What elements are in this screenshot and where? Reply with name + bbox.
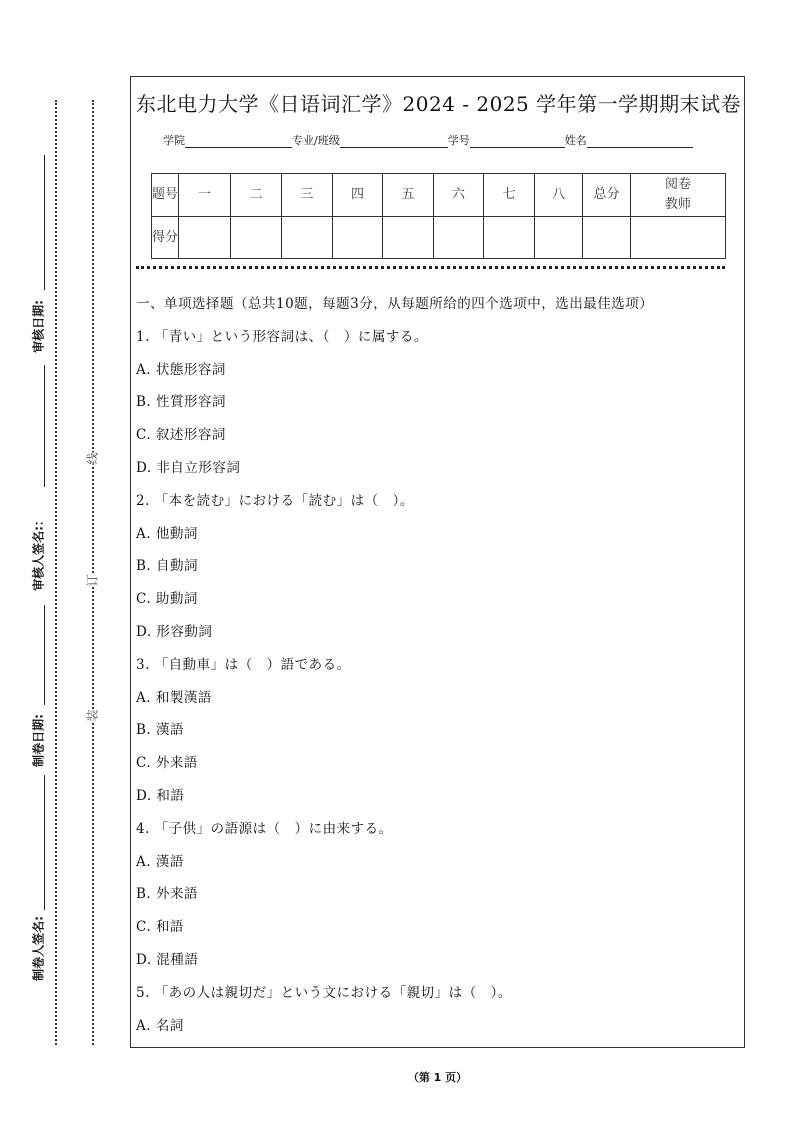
maker-sign-blank [44,775,45,910]
score-cell[interactable] [631,217,726,259]
answer-option: C. 外来語 [136,755,198,772]
answer-option: C. 叙述形容詞 [136,427,226,444]
col-header: 六 [434,174,484,217]
name-field[interactable] [587,135,693,148]
answer-option: B. 性質形容詞 [136,394,227,411]
student-info-line [163,132,693,148]
section-heading: 一、单项选择题（总共10题，每题3分，从每题所给的四个选项中，选出最佳选项） [136,296,654,312]
answer-option: D. 混種語 [136,952,199,968]
question-text: 1. 「青い」という形容詞は、（ ）に属する。 [136,328,428,345]
question-text: 3. 「自動車」は（ ）語である。 [136,656,351,673]
score-table [151,173,726,259]
score-cell[interactable] [231,217,282,259]
major-field[interactable] [340,135,448,148]
reviewer-sign-blank [44,365,45,487]
score-cell[interactable] [484,217,535,259]
binding-dotted-line [92,100,94,1045]
score-cell[interactable] [383,217,434,259]
col-header: 四 [333,174,383,217]
answer-option: C. 和語 [136,919,184,936]
maker-sign-label: 制卷人签名: [31,916,46,981]
col-header: 五 [383,174,434,217]
header-label: 题号 [152,174,179,217]
answer-option: B. 外来語 [136,886,199,903]
student-id-label: 学号 [447,134,470,147]
bind-label-fold: 装 [85,709,100,722]
reviewer-sign-label: 审核人签名:： [31,514,46,591]
col-header: 总分 [583,174,631,217]
answer-option: D. 形容動詞 [136,624,213,640]
col-header: 一 [179,174,231,217]
review-date-blank [44,155,45,290]
make-date-blank [44,605,45,705]
score-cell[interactable] [333,217,383,259]
page-number: （第 1 页） [407,1071,468,1084]
answer-option: C. 助動詞 [136,591,198,608]
answer-option: B. 漢語 [136,722,185,739]
make-date-label: 制卷日期: [31,714,46,767]
binding-dotted-line [55,100,57,1045]
college-label: 学院 [163,134,185,147]
answer-option: A. 状態形容詞 [136,361,226,378]
question-text: 5. 「あの人は親切だ」という文における「親切」は（ ）。 [136,984,512,1001]
answer-option: A. 名詞 [136,1017,184,1034]
col-header: 二 [231,174,282,217]
answer-option: B. 自動詞 [136,558,199,575]
reviewer-label: 阅卷 [664,177,691,192]
reviewer-label: 教师 [664,197,691,212]
name-label: 姓名 [564,134,587,147]
review-date-label: 审核日期: [31,300,46,353]
score-cell[interactable] [434,217,484,259]
answer-option: A. 他動詞 [136,525,198,542]
answer-option: D. 非自立形容詞 [136,460,241,476]
col-header: 三 [282,174,333,217]
answer-option: A. 和製漢語 [136,689,212,706]
reviewer-header [631,174,726,217]
answer-option: A. 漢語 [136,853,184,870]
question-text: 4. 「子供」の語源は（ ）に由来する。 [136,820,393,837]
score-cell[interactable] [583,217,631,259]
student-id-field[interactable] [470,135,565,148]
question-text: 2. 「本を読む」における「読む」は（ ）。 [136,492,414,509]
answer-option: D. 和語 [136,788,185,804]
col-header: 八 [535,174,583,217]
col-header: 七 [484,174,535,217]
exam-title: 东北电力大学《日语词汇学》2024 - 2025 学年第一学期期末试卷 [136,92,742,116]
score-cell[interactable] [282,217,333,259]
section-divider [136,266,725,269]
college-field[interactable] [185,135,292,148]
score-cell[interactable] [179,217,231,259]
major-label: 专业/班级 [292,134,340,147]
score-cell[interactable] [535,217,583,259]
bind-label-order: 订 [85,574,100,587]
bind-label-line: 线 [85,452,100,465]
score-label: 得分 [152,217,179,259]
